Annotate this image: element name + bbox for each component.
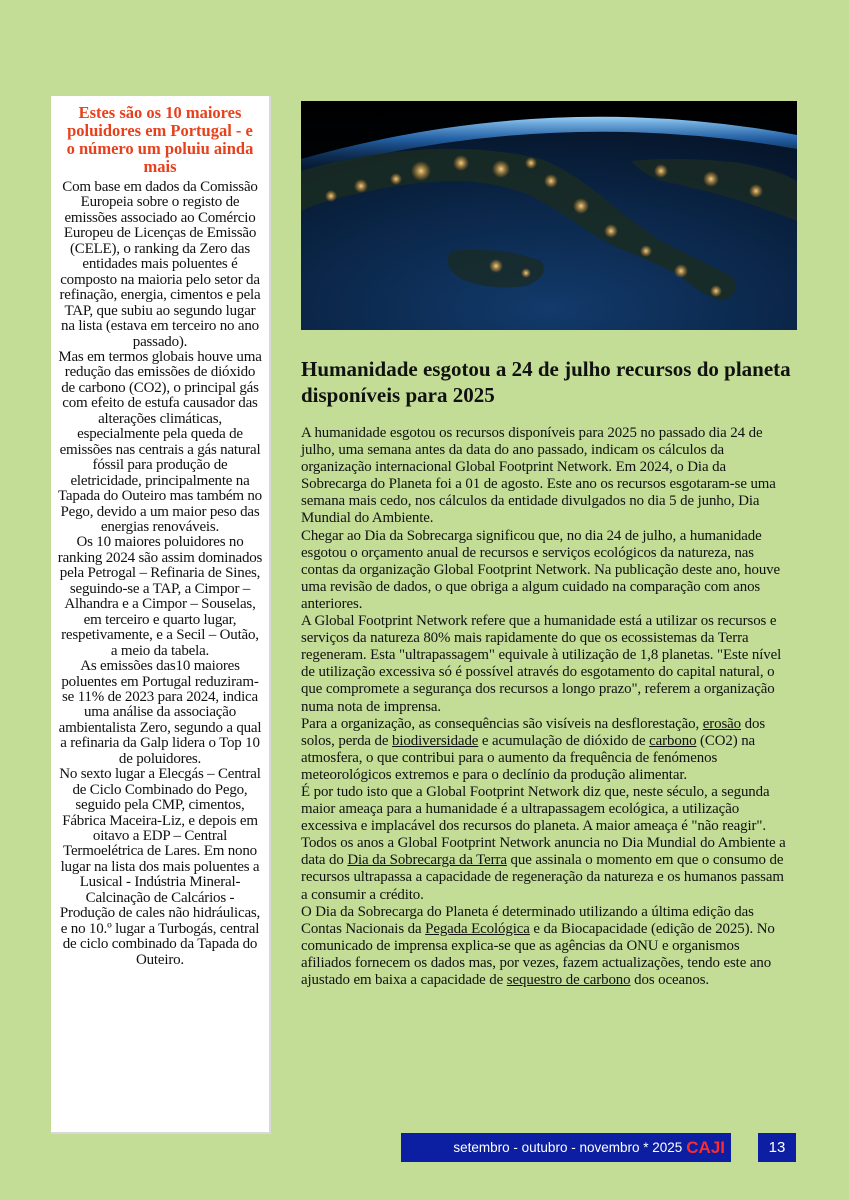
page-number: 13	[758, 1133, 796, 1162]
text-span: O Dia da Sobrecarga do Planeta é determinado utilizando a última edição das Contas Nacionais da	[301, 903, 754, 937]
sidebar-paragraph: Os 10 maiores poluidores no ranking 2024 são assim dominados pela Petrogal – Refinaria de Sines, seguindo-se a TAP, a Cimpor – Alhandra e a Cimpor – Souselas, em terceiro e quarto lugar, respetivamente, e a Secil – Outão, a meio da tabela.	[57, 534, 263, 659]
text-span: (CO2) na atmosfera, o que contribui para o aumento da frequência de fenómenos meteorológicos extremos e para o declínio da produção alimentar.	[301, 732, 756, 783]
text-span: Para a organização, as consequências são visíveis na desflorestação,	[301, 715, 703, 732]
sidebar-paragraph: Com base em dados da Comissão Europeia sobre o registo de emissões associado ao Comércio Europeu de Licenças de Emissão (CELE), o ranking da Zero das entidades mais poluentes é composto na maioria pelo setor da refinação, energia, cimentos e pela TAP, que subiu ao segundo lugar na lista (estava em terceiro no ano passado).	[59, 179, 261, 350]
footer-issue-bar	[401, 1133, 731, 1162]
sidebar-title: Estes são os 10 maiores poluidores em Portugal - e o número um poluiu ainda mais	[66, 103, 254, 176]
article-paragraph: A humanidade esgotou os recursos disponíveis para 2025 no passado dia 24 de julho, uma semana antes da data do ano passado, indicam os cálculos da organização internacional Global Footprint Network. Em 2024, o Dia da Sobrecarga do Planeta foi a 01 de agosto. Este ano os recursos esgotaram-se uma semana mais cedo, nos cálculos da entidade divulgados no dia 5 de junho, Dia Mundial do Ambiente.	[301, 425, 776, 527]
brand-logo: CAJI	[686, 1137, 725, 1157]
earth-night-photo	[301, 101, 797, 330]
text-span: Todos os anos a Global Footprint Network anuncia no Dia Mundial do Ambiente a data do	[301, 835, 786, 869]
article-paragraph: A Global Footprint Network refere que a humanidade está a utilizar os recursos e serviços da natureza 80% mais rapidamente do que os ecossistemas da Terra regeneram. Esta "ultrapassagem" equivale à utilização de 1,8 planetas. "Este nível de utilização excessiva só é possível através do esgotamento do capital natural, o que compromete a segurança dos recursos a longo prazo", referem a organização numa nota de imprensa.	[301, 613, 782, 715]
sidebar-paragraph: No sexto lugar a Elecgás – Central de Ciclo Combinado do Pego, seguido pela CMP, cimentos, Fábrica Maceira-Liz, e depois em oitavo a EDP – Central Termoelétrica de Lares. Em nono lugar na lista dos mais poluentes a Lusical - Indústria Mineral-Calcinação de Calcários - Produção de cales não hidráulicas, e no 10.º lugar a Turbogás, central de ciclo combinado da Tapada do Outeiro.	[59, 766, 261, 968]
text-span: e da Biocapacidade (edição de 2025). No comunicado de imprensa explica-se que as agências da ONU e organismos afiliados fornecem os dados mas, por vezes, fazem actualizações, tendo este ano ajustado em baixa a capacidade de	[301, 920, 775, 988]
link-pegada-ecologica[interactable]: Pegada Ecológica	[425, 920, 530, 937]
link-carbono[interactable]: carbono	[649, 732, 697, 749]
earth-night-illustration	[301, 101, 797, 330]
article-paragraph: Chegar ao Dia da Sobrecarga significou que, no dia 24 de julho, a humanidade esgotou o orçamento anual de recursos e serviços ecológicos da natureza, nas contas da organização Global Footprint Network. Na publicação deste ano, houve uma revisão de dados, o que obriga a algum cuidado na comparação com anos anteriores.	[301, 527, 781, 612]
article-paragraph: É por tudo isto que a Global Footprint Network diz que, neste século, a segunda maior ameaça para a humanidade é a ultrapassagem ecológica, a utilização excessiva e implacável dos recursos do planeta. A maior ameaça é "não reagir".	[301, 783, 770, 835]
article-paragraph	[301, 835, 793, 903]
issue-dates: setembro - outubro - novembro * 2025	[453, 1140, 683, 1155]
text-span: e acumulação de dióxido de	[478, 732, 650, 749]
link-biodiversidade[interactable]: biodiversidade	[392, 732, 479, 749]
link-sequestro-carbono[interactable]: sequestro de carbono	[506, 972, 631, 988]
article-headline: Humanidade esgotou a 24 de julho recursos do planeta disponíveis para 2025	[301, 357, 791, 407]
article-paragraph	[301, 716, 793, 784]
text-span: dos solos, perda de	[301, 715, 766, 749]
article-body	[301, 425, 793, 989]
text-span: que assinala o momento em que o consumo de recursos ultrapassa a capacidade de regeneração da natureza e os humanos passam a consumir a crédito.	[301, 852, 784, 903]
link-dia-sobrecarga[interactable]: Dia da Sobrecarga da Terra	[347, 852, 507, 869]
text-span: dos oceanos.	[630, 972, 710, 988]
article-paragraph	[301, 904, 793, 989]
sidebar-paragraph: Mas em termos globais houve uma redução das emissões de dióxido de carbono (CO2), o principal gás com efeito de estufa causador das alterações climáticas, especialmente pela queda de emissões nas centrais a gás natural fóssil para produção de eletricidade, principalmente na Tapada do Outeiro mas também no Pego, devido a um maior peso das energias renováveis.	[58, 348, 262, 535]
link-erosao[interactable]: erosão	[702, 715, 742, 732]
sidebar-box	[51, 96, 271, 1134]
sidebar-paragraph: As emissões das10 maiores poluentes em Portugal reduziram-se 11% de 2023 para 2024, indica uma análise da associação ambientalista Zero, segundo a qual a refinaria da Galp lidera o Top 10 de poluidores.	[58, 658, 262, 767]
